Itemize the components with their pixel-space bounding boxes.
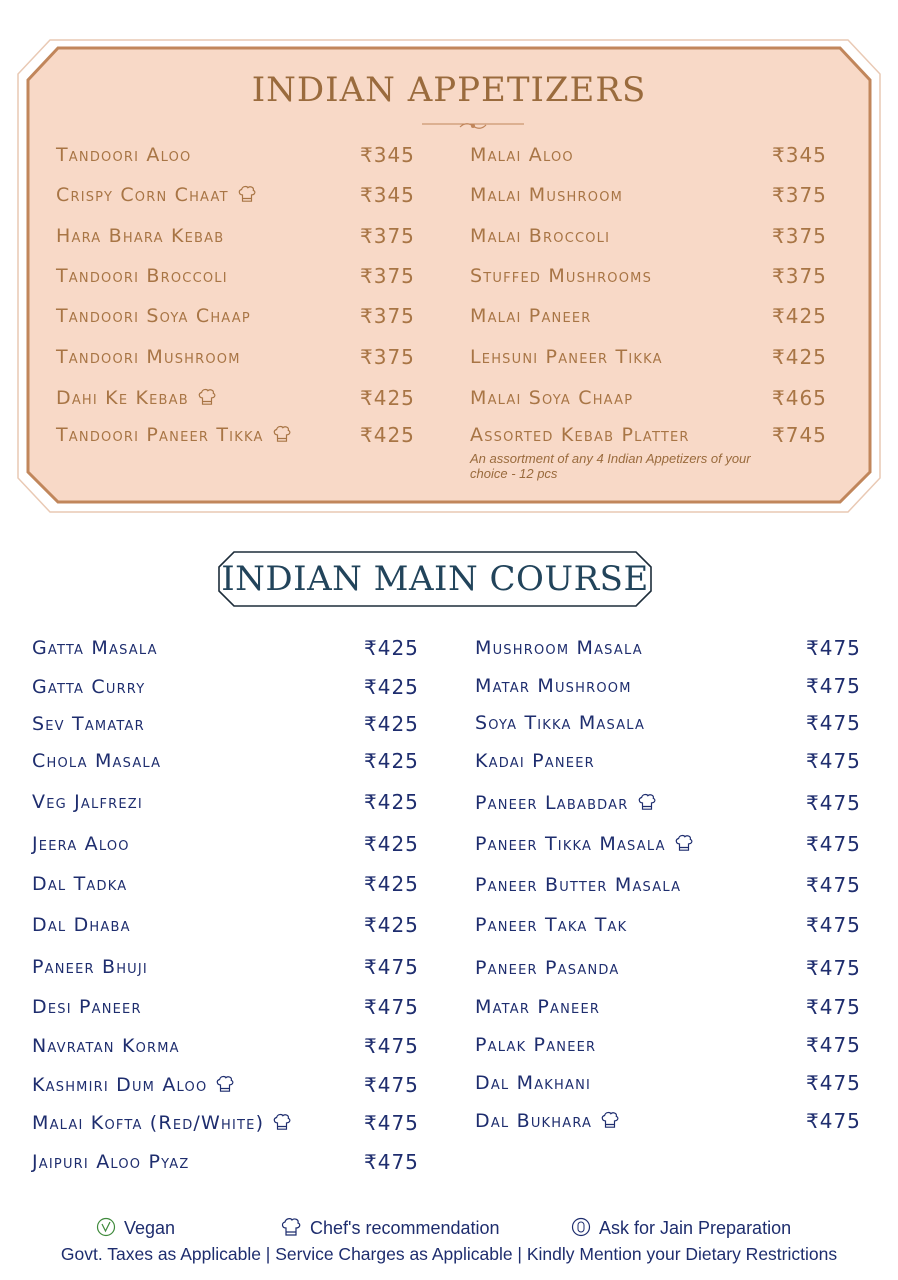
chef-hat-icon [237,185,257,203]
menu-item-label: Tandoori Paneer Tikka [56,424,264,446]
menu-item-name [56,265,228,287]
flourish-ornament [422,119,524,133]
menu-item-label: Malai Broccoli [470,225,611,247]
menu-item-name [470,144,574,166]
menu-item-name [32,676,145,698]
legend-vegan-label: Vegan [124,1218,176,1238]
menu-item-label: Kadai Paneer [475,750,595,772]
menu-item-price: ₹425 [364,872,419,896]
menu-item-price: ₹425 [364,790,419,814]
menu-item-name [32,637,158,659]
menu-item-price: ₹425 [772,345,827,369]
jain-icon [571,1217,591,1237]
menu-item-label: Malai Paneer [470,305,592,327]
menu-item-name [32,1112,292,1134]
menu-item-price: ₹425 [364,913,419,937]
menu-item-name [475,914,627,936]
menu-item-name [32,713,145,735]
menu-item-name [32,750,161,772]
menu-item-price: ₹475 [806,1109,861,1133]
menu-item-price: ₹475 [806,711,861,735]
menu-item-price: ₹475 [806,832,861,856]
menu-item-label: Soya Tikka Masala [475,712,646,734]
menu-item-name [475,957,620,979]
menu-item-name [475,1072,591,1094]
chef-hat-icon [637,793,657,811]
menu-item-label: Gatta Curry [32,676,146,698]
menu-item-price: ₹475 [806,873,861,897]
menu-item-name [475,637,643,659]
menu-item-price: ₹375 [772,224,827,248]
chef-hat-icon [272,425,292,443]
menu-item-label: Tandoori Soya Chaap [56,305,251,327]
menu-item-price: ₹475 [806,674,861,698]
menu-item-label: Dal Tadka [32,873,128,895]
menu-item-price: ₹345 [772,143,827,167]
menu-item-label: Desi Paneer [32,996,142,1018]
menu-item-label: Assorted Kebab Platter [470,424,690,446]
menu-item-name [475,1034,596,1056]
menu-item-price: ₹475 [806,913,861,937]
menu-item-label: Jaipuri Aloo Pyaz [32,1151,190,1173]
menu-item-price: ₹475 [364,1150,419,1174]
menu-item-label: Chola Masala [32,750,162,772]
menu-item-name [32,1074,235,1096]
menu-item-label: Paneer Tikka Masala [475,833,666,855]
legend-chef-label: Chef's recommendation [310,1218,500,1238]
menu-item-price: ₹475 [364,955,419,979]
menu-item-label: Veg Jalfrezi [32,791,143,813]
chef-hat-icon [197,388,217,406]
menu-item-name [470,424,690,446]
menu-item-label: Tandoori Mushroom [56,346,241,368]
menu-item-label: Gatta Masala [32,637,158,659]
menu-item-name [470,265,652,287]
menu-item-label: Kashmiri Dum Aloo [32,1074,208,1096]
menu-item-name [475,996,600,1018]
legend-jain [571,1217,791,1239]
chef-hat-icon [674,834,694,852]
menu-item-name [470,184,623,206]
main-course-title: INDIAN MAIN COURSE [221,559,649,599]
menu-item-name [475,712,645,734]
menu-item-name [475,675,632,697]
menu-item-label: Paneer Lababdar [475,792,629,814]
menu-item-price: ₹475 [806,995,861,1019]
menu-item-price: ₹425 [364,675,419,699]
legend-vegan [96,1217,175,1239]
menu-item-name [56,346,241,368]
menu-item-price: ₹475 [806,791,861,815]
menu-item-label: Dal Makhani [475,1072,592,1094]
menu-item-name [32,996,142,1018]
menu-item-label: Paneer Butter Masala [475,874,682,896]
menu-item-name [32,833,130,855]
menu-item-price: ₹745 [772,423,827,447]
menu-item-price: ₹425 [364,712,419,736]
menu-item-price: ₹475 [806,1033,861,1057]
vegan-icon [96,1217,116,1237]
menu-item-name [470,387,633,409]
menu-item-name [32,956,148,978]
menu-item-name [475,792,657,814]
legend-chef [280,1217,500,1239]
menu-item-name [470,346,663,368]
menu-item-price: ₹465 [772,386,827,410]
menu-item-name [56,225,224,247]
menu-item-price: ₹345 [360,143,415,167]
menu-item-name [475,833,694,855]
menu-item-price: ₹475 [806,956,861,980]
menu-item-price: ₹375 [360,224,415,248]
menu-item-name [32,1035,180,1057]
menu-item-price: ₹425 [360,386,415,410]
menu-item-price: ₹475 [364,1073,419,1097]
menu-item-name [470,225,610,247]
menu-item-price: ₹425 [364,832,419,856]
menu-item-label: Hara Bhara Kebab [56,225,225,247]
menu-item-price: ₹475 [364,995,419,1019]
menu-item-name [56,305,251,327]
menu-item-price: ₹375 [772,183,827,207]
menu-item-price: ₹375 [360,345,415,369]
menu-item-label: Malai Soya Chaap [470,387,634,409]
menu-item-label: Dal Bukhara [475,1110,593,1132]
menu-item-name [56,424,292,446]
menu-item-label: Paneer Pasanda [475,957,620,979]
main-course-title-box [218,551,652,607]
menu-item-name [470,305,592,327]
menu-item-name [32,791,143,813]
menu-item-label: Malai Mushroom [470,184,624,206]
menu-item-name [32,914,131,936]
menu-item-label: Matar Mushroom [475,675,632,697]
menu-item-name [56,144,191,166]
menu-item-price: ₹475 [806,1071,861,1095]
menu-item-label: Tandoori Broccoli [56,265,228,287]
menu-item-name [56,387,217,409]
menu-item-label: Tandoori Aloo [56,144,192,166]
menu-item-label: Stuffed Mushrooms [470,265,653,287]
menu-item-name [475,874,681,896]
menu-item-name [32,1151,189,1173]
platter-note: An assortment of any 4 Indian Appetizers of your choice - 12 pcs [470,451,751,481]
menu-item-price: ₹345 [360,183,415,207]
menu-item-label: Malai Aloo [470,144,574,166]
appetizers-title: INDIAN APPETIZERS [251,70,647,110]
menu-item-label: Jeera Aloo [32,833,130,855]
menu-item-name [475,1110,620,1132]
menu-item-name [56,184,257,206]
menu-item-price: ₹425 [360,423,415,447]
menu-item-price: ₹425 [364,636,419,660]
chef-hat-icon [280,1217,302,1237]
menu-item-price: ₹475 [806,749,861,773]
menu-item-price: ₹475 [364,1111,419,1135]
menu-item-label: Paneer Taka Tak [475,914,628,936]
footer-note: Govt. Taxes as Applicable | Service Charges as Applicable | Kindly Mention your Dietary Restrictions [60,1244,838,1264]
menu-item-price: ₹425 [364,749,419,773]
chef-hat-icon [215,1075,235,1093]
chef-hat-icon [600,1111,620,1129]
menu-item-label: Matar Paneer [475,996,601,1018]
menu-item-label: Paneer Bhuji [32,956,148,978]
chef-hat-icon [272,1113,292,1131]
menu-item-price: ₹475 [364,1034,419,1058]
menu-item-price: ₹475 [806,636,861,660]
menu-item-label: Palak Paneer [475,1034,597,1056]
menu-item-name [475,750,595,772]
menu-item-name [32,873,127,895]
legend-jain-label: Ask for Jain Preparation [599,1218,792,1238]
menu-item-label: Lehsuni Paneer Tikka [470,346,663,368]
menu-item-price: ₹425 [772,304,827,328]
menu-item-label: Dal Dhaba [32,914,131,936]
menu-item-price: ₹375 [772,264,827,288]
menu-item-label: Malai Kofta (Red/White) [32,1112,265,1134]
menu-item-label: Navratan Korma [32,1035,180,1057]
menu-item-label: Dahi Ke Kebab [56,387,189,409]
menu-item-price: ₹375 [360,264,415,288]
menu-item-price: ₹375 [360,304,415,328]
menu-item-label: Mushroom Masala [475,637,643,659]
menu-item-label: Sev Tamatar [32,713,145,735]
menu-item-label: Crispy Corn Chaat [56,184,229,206]
